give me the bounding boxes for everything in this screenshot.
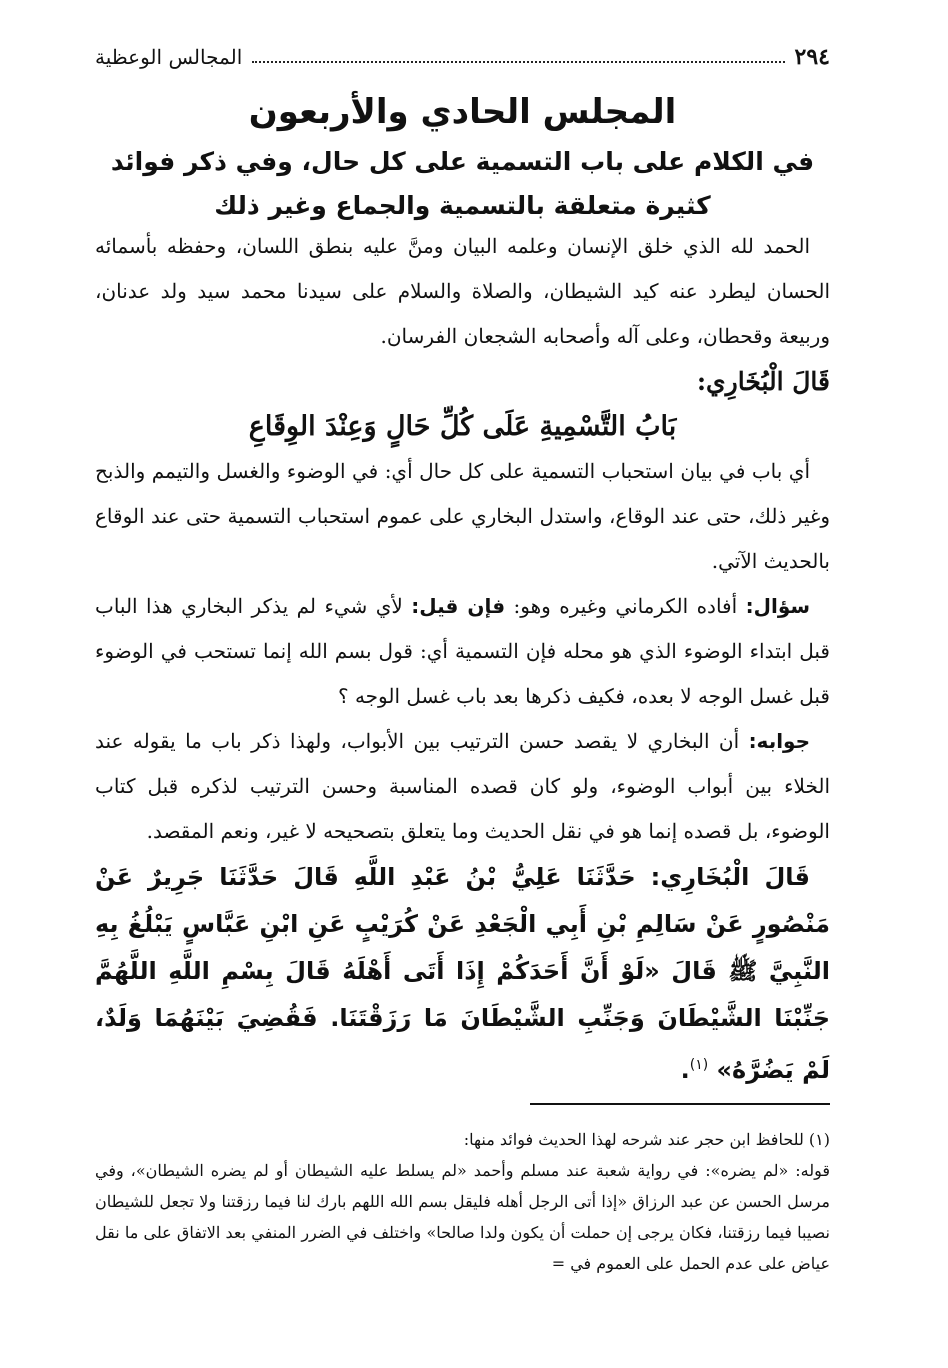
question-text: لأي شيء لم يذكر البخاري هذا الباب قبل ابتداء الوضوء الذي هو محله فإن التسمية أي: قول بسم الله إنما تستحب في الوضوء قبل غسل الوجه لا بعده، فكيف ذكرها بعد باب غسل الوجه ؟	[95, 594, 830, 708]
header-dotted-leader	[252, 51, 784, 63]
hadith-text: قَالَ الْبُخَارِي: حَدَّثَنَا عَلِيُّ بْنُ عَبْدِ اللَّهِ قَالَ حَدَّثَنَا جَرِيرٌ عَنْ مَنْصُورٍ عَنْ سَالِمِ بْنِ أَبِي الْجَعْدِ عَنْ كُرَيْبٍ عَنِ ابْنِ عَبَّاسٍ يَبْلُغُ بِهِ النَّبِيَّ ﷺ قَالَ «لَوْ أَنَّ أَحَدَكُمْ إِذَا أَتَى أَهْلَهُ قَالَ بِسْمِ اللَّهِ اللَّهُمَّ جَنِّبْنَا الشَّيْطَانَ وَجَنِّبِ الشَّيْطَانَ مَا رَزَقْتَنَا. فَقُضِيَ بَيْنَهُمَا وَلَدٌ، لَمْ يَضُرَّهُ»	[95, 863, 830, 1084]
hadith-paragraph	[95, 854, 830, 1094]
footnote-separator	[530, 1103, 830, 1105]
question-label: سؤال:	[745, 594, 811, 618]
page-number: ٢٩٤	[794, 44, 830, 70]
answer-paragraph	[95, 719, 830, 854]
question-label-2: فإن قيل:	[411, 594, 506, 618]
bukhari-label: قَالَ الْبُخَارِي:	[696, 367, 830, 396]
chapter-subtitle: في الكلام على باب التسمية على كل حال، وفي ذكر فوائد كثيرة متعلقة بالتسمية والجماع وغير ذلك	[110, 147, 815, 220]
intro-paragraph: الحمد لله الذي خلق الإنسان وعلمه البيان ومنَّ عليه بنطق اللسان، وحفظه بأسمائه الحسان ليطرد عنه كيد الشيطان، والصلاة والسلام على سيدنا محمد سيد ولد عدنان، وربيعة وقحطان، وعلى آله وأصحابه الشجعان الفرسان.	[95, 234, 830, 348]
answer-text: أن البخاري لا يقصد حسن الترتيب بين الأبواب، ولهذا ذكر باب ما يقوله عند الخلاء بين أبواب الوضوء، ولو كان قصده المناسبة وحسن الترتيب لذكره قبل كتاب الوضوء، بل قصده إنما هو في نقل الحديث وما يتعلق بتصحيحه لا غير، ونعم المقصد.	[95, 729, 830, 843]
chapter-title: المجلس الحادي والأربعون	[248, 92, 677, 132]
question-paragraph	[95, 584, 830, 719]
footnote-1-intro: (١) للحافظ ابن حجر عند شرحه لهذا الحديث فوائد منها:	[463, 1130, 830, 1149]
answer-label: جوابه:	[748, 729, 811, 753]
question-mid: أفاده الكرماني وغيره وهو:	[513, 594, 738, 618]
footnote-1-text: قوله: «لم يضره»: في رواية شعبة عند مسلم وأحمد «لم يسلط عليه الشيطان أو لم يضره الشيطان»، وفي مرسل الحسن عن عبد الرزاق «إذا أتى الرجل أهله فليقل بسم الله اللهم بارك لنا فيما رزقتنا ولا تجعل للشيطان نصيبا فيما رزقتنا، فكان يرجى إن حملت أن يكون ولدا صالحا» واختلف في الضرر المنفي بعد الاتفاق على ما نقل عياض على عدم الحمل على العموم في =	[95, 1161, 831, 1273]
footnote-marker[interactable]: (١)	[689, 1057, 709, 1073]
footnotes	[95, 1124, 830, 1279]
explanation-paragraph: أي باب في بيان استحباب التسمية على كل حال أي: في الوضوء والغسل والتيمم والذبح وغير ذلك، حتى عند الوقاع، واستدل البخاري على عموم استحباب التسمية حتى عند الوقاع بالحديث الآتي.	[95, 459, 830, 573]
running-header	[95, 44, 830, 70]
bab-title: بَابُ التَّسْمِيةِ عَلَى كُلِّ حَالٍ وَعِنْدَ الوِقَاعِ	[248, 411, 677, 442]
book-title: المجالس الوعظية	[95, 45, 243, 69]
hadith-end: .	[680, 1056, 690, 1084]
main-text	[95, 224, 830, 1094]
